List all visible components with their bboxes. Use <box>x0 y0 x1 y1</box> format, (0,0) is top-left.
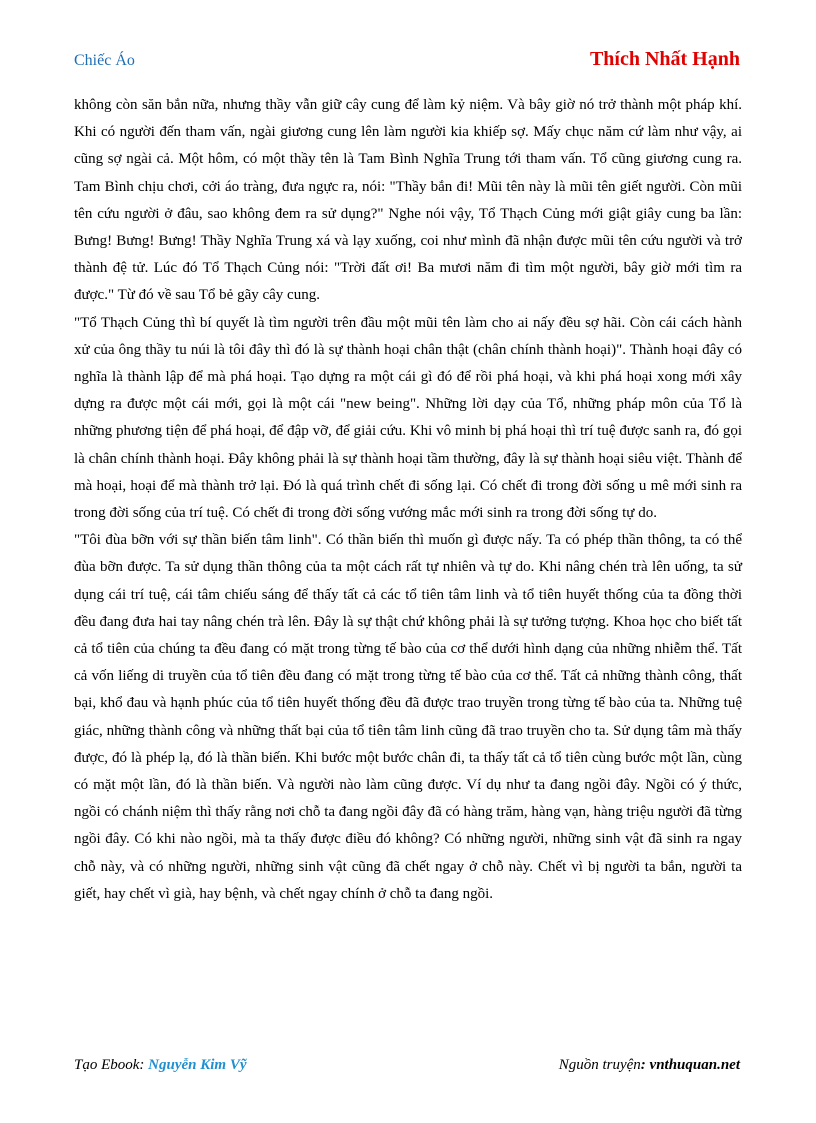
source-credit <box>559 1057 740 1074</box>
ebook-creator: Nguyễn Kim Vỹ <box>148 1057 247 1073</box>
ebook-credit <box>74 1057 247 1074</box>
author-name: Thích Nhất Hạnh <box>589 48 740 70</box>
paragraph: không còn săn bắn nữa, nhưng thầy vẫn giữ cây cung để làm kỷ niệm. Và bây giờ nó trở thành một pháp khí. Khi có người đến tham vấn, ngài giương cung lên làm người kia khiếp sợ. Mấy chục năm cứ làm như vậy, ai cũng sợ ngài cả. Một hôm, có một thầy tên là Tam Bình Nghĩa Trung tới tham vấn. Tổ cũng giương cung ra. Tam Bình chịu chơi, cởi áo tràng, đưa ngực ra, nói: "Thầy bắn đi! Mũi tên này là mũi tên giết người. Còn mũi tên cứu người ở đâu, sao không đem ra sử dụng?" Nghe nói vậy, Tổ Thạch Củng mới giật giây cung ba lần: Bưng! Bưng! Bưng! Thầy Nghĩa Trung xá và lạy xuống, coi như mình đã nhận được mũi tên cứu người và trở thành đệ tử. Lúc đó Tổ Thạch Củng nói: "Trời đất ơi! Ba mươi năm đi tìm một người, bây giờ mới tìm ra được." Từ đó về sau Tổ bẻ gãy cây cung. <box>74 97 742 304</box>
book-title: Chiếc Áo <box>74 52 135 69</box>
paragraph: "Tôi đùa bỡn với sự thần biến tâm linh". Có thần biến thì muốn gì được nấy. Ta có phép thần thông, ta có thể đùa bỡn được. Ta sử dụng thần thông của ta một cách rất tự nhiên và tự do. Khi nâng chén trà lên uống, ta sử dụng cái trí tuệ, cái tâm chiếu sáng để thấy tất cả các tổ tiên tâm linh và tổ tiên huyết thống của ta đồng thời đều đang đưa hai tay nâng chén trà lên. Đây là sự thật chứ không phải là sự tưởng tượng. Khoa học cho biết tất cả tổ tiên của chúng ta đều đang có mặt trong từng tế bào của cơ thể dưới hình dạng của những nhiễm thể. Tất cả vốn liếng di truyền của tổ tiên đều đang có mặt trong từng tế bào của cơ thể. Tất cả những thành công, thất bại, khổ đau và hạnh phúc của tổ tiên huyết thống đều đã được trao truyền trong từng tế bào của ta. Những tuệ giác, những thành công và những thất bại của tổ tiên tâm linh cũng đã trao truyền cho ta. Sử dụng tâm mà thấy được, đó là phép lạ, đó là thần biến. Khi bước một bước chân đi, ta thấy tất cả tổ tiên cùng bước một lần, cùng có mặt một lần, đó là thần biến. Và người nào làm cũng được. Ví dụ như ta đang ngồi đây. Ngồi có ý thức, ngồi có chánh niệm thì thấy rằng nơi chỗ ta đang ngồi đây đã có hàng trăm, hàng vạn, hàng triệu người đã từng ngồi đây. Có khi nào ngồi, mà ta thấy được điều đó không? Có những người, những sinh vật đã sinh ra ngay chỗ này, và có những người, những sinh vật cũng đã chết ngay ở chỗ này. Chết vì bị người ta bắn, người ta giết, hay chết vì già, hay bệnh, và chết ngay chính ở chỗ ta đang ngồi. <box>74 532 742 902</box>
ebook-separator: : <box>139 1057 149 1073</box>
source-label: Nguồn truyện <box>558 1057 641 1073</box>
paragraph: "Tổ Thạch Củng thì bí quyết là tìm người trên đầu một mũi tên làm cho ai nấy đều sợ hãi. Còn cái cách hành xử của ông thầy tu núi là tôi đây thì đó là sự thành hoại chân thật (chân chính thành hoại)". Thành hoại đây có nghĩa là thành lập để mà phá hoại. Tạo dựng ra một cái gì đó để rồi phá hoại, và khi phá hoại xong mới xây dựng ra được một cái mới, gọi là một cái "new being". Những lời dạy của Tổ, những pháp môn của Tổ là những phương tiện để phá hoại, để đập vỡ, để giải cứu. Khi vô minh bị phá hoại thì trí tuệ được sanh ra, đó gọi là chân chính thành hoại. Đây không phải là sự thành hoại tầm thường, đây là sự thành hoại siêu việt. Thành để mà hoại, hoại để mà thành trở lại. Đó là quá trình chết đi sống lại. Có chết đi trong đời sống u mê mới sinh ra trong đời sống của trí tuệ. Có chết đi trong đời sống vướng mắc mới sinh ra trong đời sống tự do. <box>74 314 742 522</box>
source-separator: : <box>640 1057 650 1073</box>
source-site: vnthuquan.net <box>649 1057 740 1073</box>
page-body <box>74 92 742 908</box>
ebook-label: Tạo Ebook <box>74 1057 140 1073</box>
